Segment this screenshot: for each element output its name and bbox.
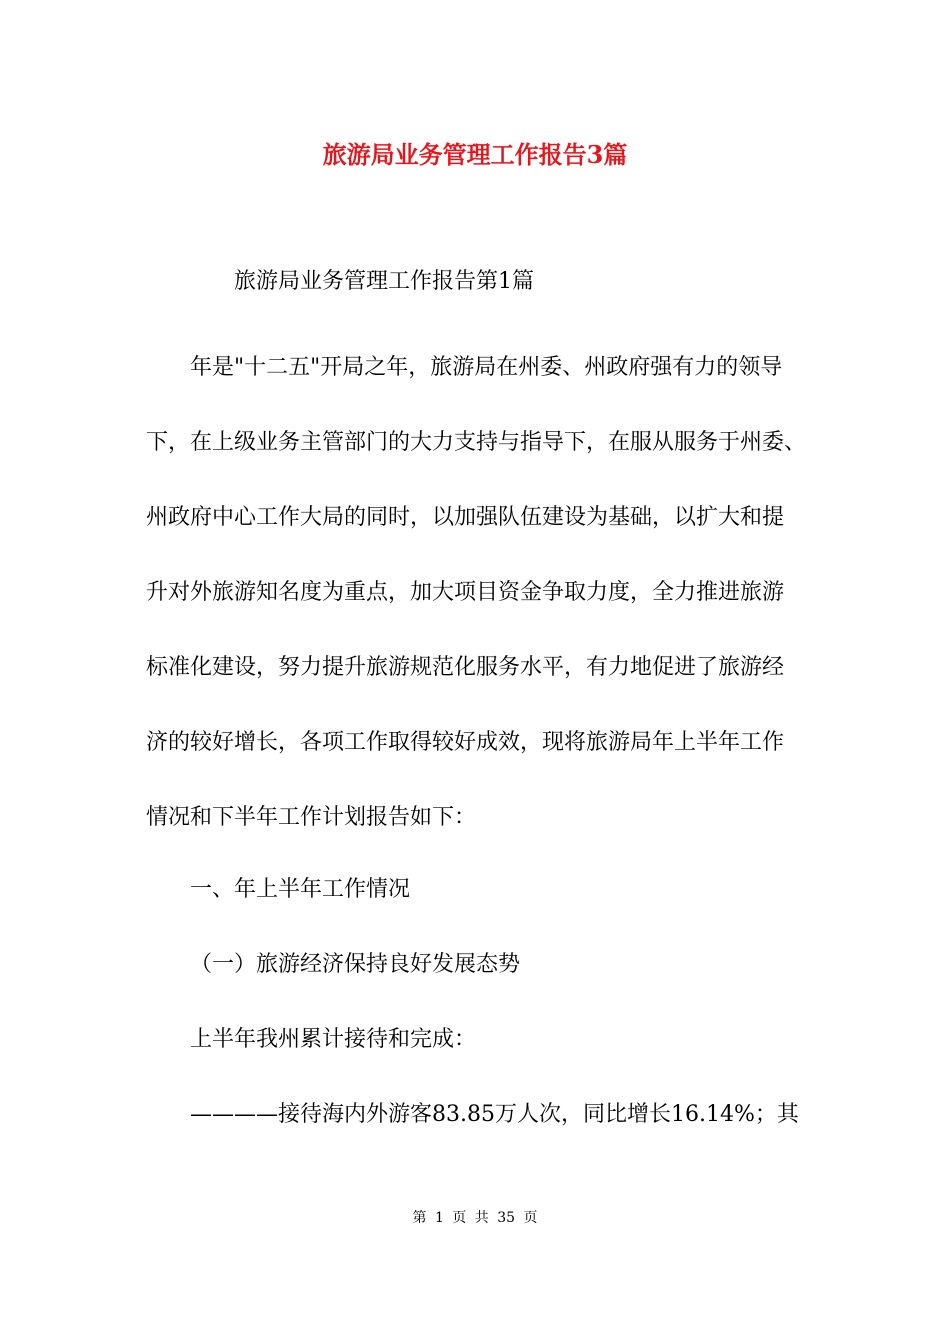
page-footer: 第 1 页 共 35 页 [412,1210,538,1226]
paragraph-line: 州政府中心工作大局的同时，以加强队伍建设为基础，以扩大和提 [146,505,785,530]
paragraph-line: 济的较好增长，各项工作取得较好成效，现将旅游局年上半年工作 [146,730,785,755]
paragraph-line: 年是"十二五"开局之年，旅游局在州委、州政府强有力的领导 [190,355,783,380]
heading-level-1: 一、年上半年工作情况 [190,877,411,902]
heading-level-2: （一）旅游经济保持良好发展态势 [190,952,521,977]
paragraph-line: 下，在上级业务主管部门的大力支持与指导下，在服从服务于州委、 [146,430,807,455]
paragraph-line: 上半年我州累计接待和完成： [190,1027,477,1052]
section-heading: 旅游局业务管理工作报告第1篇 [234,269,534,294]
paragraph-line: 标准化建设，努力提升旅游规范化服务水平，有力地促进了旅游经 [146,655,785,680]
document-title: 旅游局业务管理工作报告3篇 [322,140,628,169]
paragraph-line: 升对外旅游知名度为重点，加大项目资金争取力度，全力推进旅游 [146,580,785,605]
paragraph-line: 情况和下半年工作计划报告如下： [146,805,477,830]
paragraph-line: ————接待海内外游客83.85万人次，同比增长16.14%；其 [190,1102,799,1127]
